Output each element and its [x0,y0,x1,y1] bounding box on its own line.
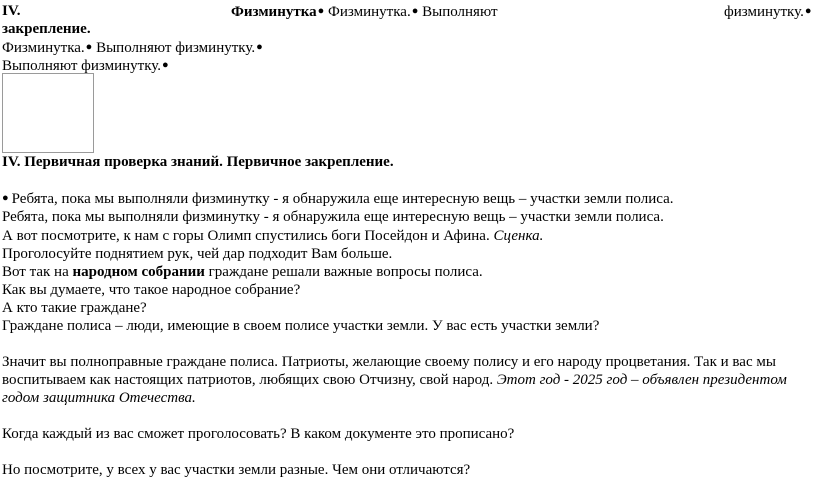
paragraph-10 [2,371,787,390]
line-zakreplenie: закрепление. [2,21,91,37]
text: Выполняют физминутку. [96,40,256,56]
bullet-icon: ● [162,59,169,71]
section-heading: IV. Первичная проверка знаний. Первичное закрепление. [2,154,394,170]
text: Ребята, пока мы выполняли физминутку - я обнаружила еще интересную вещь – участки земли полиса. [11,191,674,207]
paragraph-7: А кто такие граждане? [2,300,147,316]
heading-row-text [231,2,498,22]
paragraph-12: Когда каждый из вас сможет проголосовать? В каком документе это прописано? [2,426,515,442]
text: граждане решали важные вопросы полиса. [208,264,483,280]
italic-text: Этот год - 2025 год – объявлен президентом [496,372,787,388]
paragraph-3 [2,227,543,246]
text: Вот так на [2,264,69,280]
image-placeholder [2,73,94,153]
paragraph-11: годом защитника Отечества. [2,390,196,406]
paragraph-1 [2,189,674,209]
text: Физминутка. [2,40,85,56]
bullet-icon: ● [804,5,812,17]
bullet-icon: ● [317,5,325,17]
paragraph-13: Но посмотрите, у всех у вас участки земли разные. Чем они отличаются? [2,462,471,478]
bullet-icon: ● [411,5,419,17]
paragraph-8: Граждане полиса – люди, имеющие в своем полисе участки земли. У вас есть участки земли? [2,318,600,334]
line-fizminutka [2,38,263,58]
text: А вот посмотрите, к нам с горы Олимп спустились боги Посейдон и Афина. [2,228,490,244]
bold-text: народном собрании [72,264,205,280]
heading-word: Выполняют [422,4,498,20]
bullet-icon: ● [2,192,9,204]
paragraph-4: Проголосуйте поднятием рук, чей дар подходит Вам больше. [2,246,393,262]
paragraph-5 [2,263,483,282]
heading-word: Физминутка. [328,4,411,20]
text: воспитываем как настоящих патриотов, любящих свою Отчизну, свой народ. [2,372,494,388]
paragraph-6: Как вы думаете, что такое народное собрание? [2,282,301,298]
paragraph-9: Значит вы полноправные граждане полиса. Патриоты, желающие своему полису и его народу процветания. Так и вас мы [2,354,776,370]
text: Выполняют физминутку. [2,58,162,74]
heading-word: физминутку. [724,4,804,20]
heading-row-end [724,2,812,22]
roman-numeral: IV. [2,3,21,19]
bold-heading-word: Физминутка [231,4,317,20]
bullet-icon: ● [256,41,263,53]
bullet-icon: ● [85,41,93,53]
heading-row [2,2,814,20]
paragraph-2: Ребята, пока мы выполняли физминутку - я обнаружила еще интересную вещь – участки земли полиса. [2,209,664,225]
italic-text: Сценка. [493,228,544,244]
